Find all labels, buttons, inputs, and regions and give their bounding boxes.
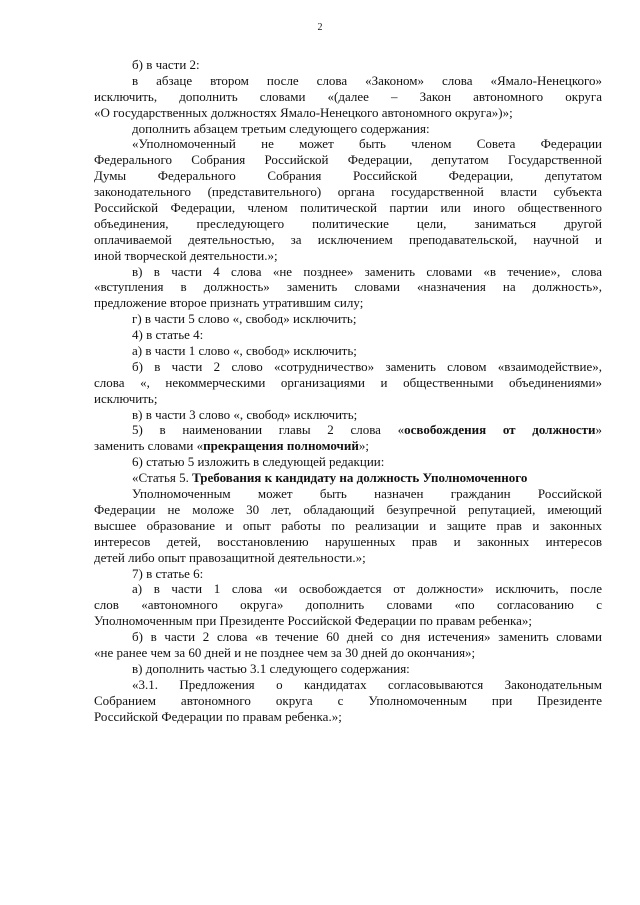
text-run: объединения, преследующего политические цели, заниматься другой xyxy=(94,215,602,231)
text-line xyxy=(94,486,602,502)
text-line xyxy=(94,121,602,137)
text-run: предложение второе признать утратившим силу; xyxy=(94,295,364,311)
text-run: исключить; xyxy=(94,390,158,406)
text-line xyxy=(94,550,602,566)
text-run: Уполномоченным при Президенте Российской Федерации по правам ребенка»; xyxy=(94,613,533,629)
text-run: 6) статью 5 изложить в следующей редакции: xyxy=(132,454,385,470)
text-run: исключить, дополнить словами «(далее – Закон автономного округа xyxy=(94,88,602,104)
text-line xyxy=(94,502,602,518)
text-line xyxy=(94,629,602,645)
bold-text-run: Требования к кандидату на должность Уполномоченного xyxy=(192,470,528,486)
text-line xyxy=(94,438,602,454)
text-run: интересов детей, восстановлению нарушенных прав и законных интересов xyxy=(94,533,602,549)
text-line xyxy=(94,311,602,327)
text-line xyxy=(94,279,602,295)
text-line xyxy=(94,200,602,216)
text-run: 5) в наименовании главы 2 слова « xyxy=(132,422,405,438)
text-line xyxy=(94,216,602,232)
text-run: законодательного (представительного) органа государственной власти субъекта xyxy=(94,184,602,200)
text-line xyxy=(94,581,602,597)
page-number: 2 xyxy=(317,22,323,33)
text-line xyxy=(94,645,602,661)
text-run: Собранием автономного округа с Уполномоченным при Президенте xyxy=(94,692,602,708)
bold-text-run: прекращения полномочий xyxy=(203,438,359,454)
text-line xyxy=(94,422,602,438)
text-line xyxy=(94,613,602,629)
text-line xyxy=(94,232,602,248)
text-line xyxy=(94,89,602,105)
text-run: Российской Федерации, членом политической партии или иного общественного xyxy=(94,200,602,216)
text-run: 4) в статье 4: xyxy=(132,327,204,343)
text-run: оплачиваемой деятельностью, за исключением преподавательской, научной и xyxy=(94,231,602,247)
text-line xyxy=(94,136,602,152)
text-line xyxy=(94,518,602,534)
text-run: б) в части 2 слова «в течение 60 дней со дня истечения» заменить словами xyxy=(132,629,602,645)
text-run: «Статья 5. xyxy=(132,470,193,486)
text-run: «Уполномоченный не может быть членом Совета Федерации xyxy=(132,136,602,152)
text-run: в) в части 3 слово «, свобод» исключить; xyxy=(132,406,358,422)
bold-text-run: освобождения от должности xyxy=(404,422,596,438)
text-run: в абзаце втором после слова «Законом» слова «Ямало-Ненецкого» xyxy=(132,72,602,88)
text-run: дополнить абзацем третьим следующего содержания: xyxy=(132,120,430,136)
text-run: в) в части 4 слова «не позднее» заменить словами «в течение», слова xyxy=(132,263,602,279)
text-line xyxy=(94,566,602,582)
text-run: слова «, некоммерческими организациями и общественными объединениями» xyxy=(94,374,602,390)
text-line xyxy=(94,184,602,200)
text-run: »; xyxy=(358,438,369,454)
text-run: а) в части 1 слова «и освобождается от должности» исключить, после xyxy=(132,581,602,597)
text-line xyxy=(94,264,602,280)
text-line xyxy=(94,57,602,73)
text-run: «О государственных должностях Ямало-Ненецкого автономного округа»)»; xyxy=(94,104,513,120)
document-body xyxy=(94,57,602,724)
text-run: б) в части 2: xyxy=(132,57,200,72)
text-line xyxy=(94,248,602,264)
text-line xyxy=(94,709,602,725)
text-line xyxy=(94,343,602,359)
text-run: г) в части 5 слово «, свобод» исключить; xyxy=(132,311,357,327)
text-run: «3.1. Предложения о кандидатах согласовываются Законодательным xyxy=(132,676,602,692)
text-run: заменить словами « xyxy=(94,438,204,454)
text-line xyxy=(94,152,602,168)
text-line xyxy=(94,359,602,375)
text-run: в) дополнить частью 3.1 следующего содержания: xyxy=(132,660,410,676)
text-run: Думы Федерального Собрания Российской Федерации, депутатом xyxy=(94,168,602,184)
text-run: Федерации не моложе 30 лет, обладающий безупречной репутацией, имеющий xyxy=(94,501,602,517)
text-run: иной творческой деятельности.»; xyxy=(94,247,278,263)
text-run: б) в части 2 слово «сотрудничество» заменить словом «взаимодействие», xyxy=(132,358,602,374)
text-line xyxy=(94,470,602,486)
text-line xyxy=(94,454,602,470)
text-run: Федерального Собрания Российской Федерации, депутатом Государственной xyxy=(94,152,602,168)
text-line xyxy=(94,327,602,343)
text-line xyxy=(94,375,602,391)
text-run: Уполномоченным может быть назначен гражданин Российской xyxy=(132,486,602,502)
text-run: 7) в статье 6: xyxy=(132,565,204,581)
text-run: детей либо опыт правозащитной деятельности.»; xyxy=(94,549,366,565)
text-run: а) в части 1 слово «, свобод» исключить; xyxy=(132,343,357,359)
text-run: высшее образование и опыт работы по реализации и защите прав и законных xyxy=(94,517,602,533)
text-line xyxy=(94,391,602,407)
text-line xyxy=(94,597,602,613)
text-run: «не ранее чем за 60 дней и не позднее чем за 30 дней до окончания»; xyxy=(94,644,476,660)
text-line xyxy=(94,677,602,693)
text-line xyxy=(94,534,602,550)
text-line xyxy=(94,295,602,311)
text-line xyxy=(94,693,602,709)
text-run: «вступления в должность» заменить словами «назначения на должность», xyxy=(94,279,602,295)
text-line xyxy=(94,661,602,677)
text-run: » xyxy=(595,422,602,438)
text-run: Российской Федерации по правам ребенка.»; xyxy=(94,708,342,724)
text-line xyxy=(94,105,602,121)
text-line xyxy=(94,73,602,89)
text-line xyxy=(94,407,602,423)
text-run: слов «автономного округа» дополнить словами «по согласованию с xyxy=(94,597,602,613)
text-line xyxy=(94,168,602,184)
